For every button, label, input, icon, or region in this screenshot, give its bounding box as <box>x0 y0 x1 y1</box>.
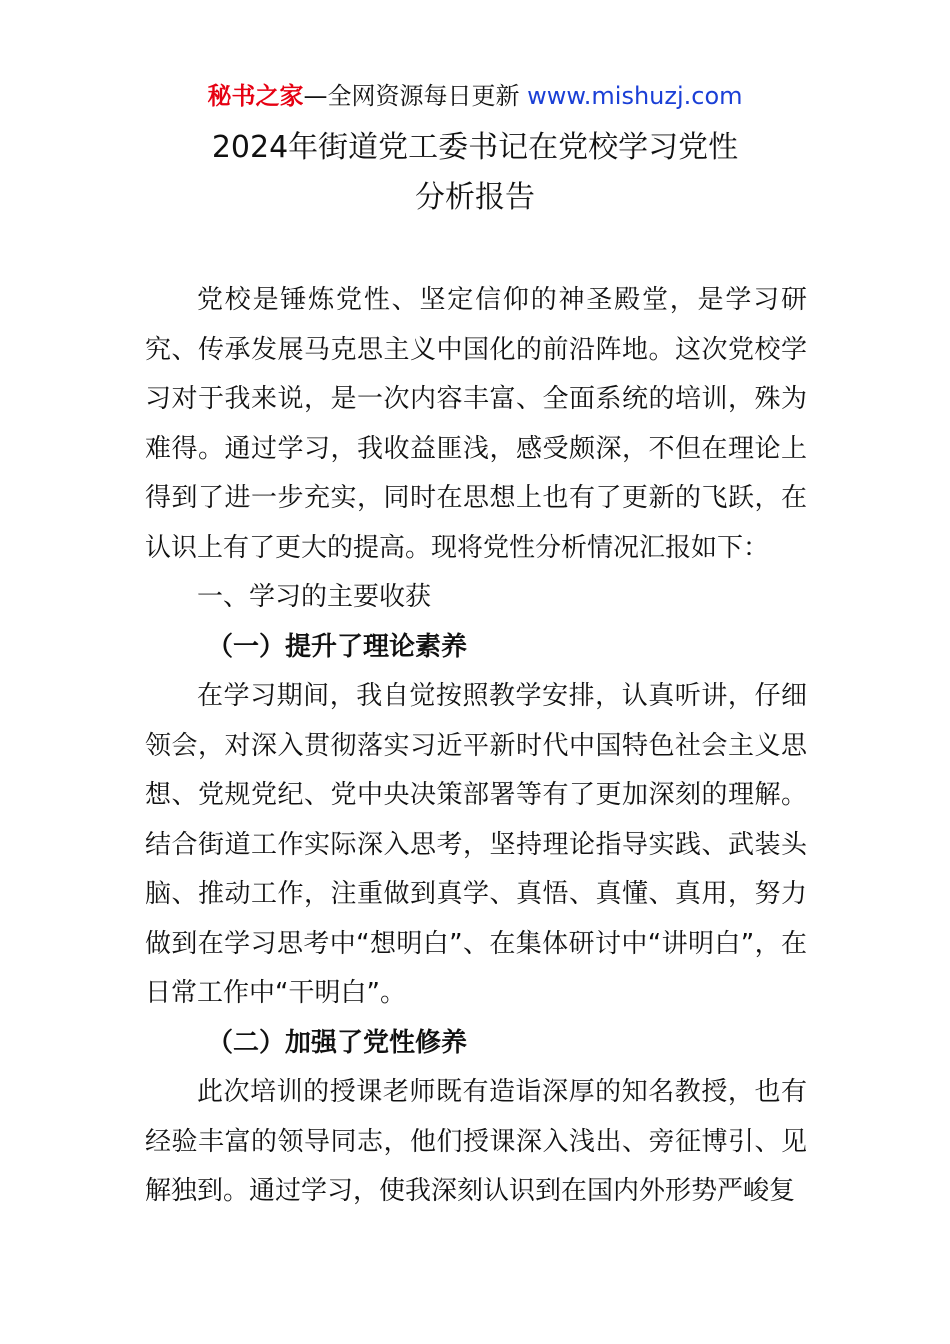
subsection-heading-1: （一）提升了理论素养 <box>207 631 468 662</box>
section-heading-1: 一、学习的主要收获 <box>197 582 432 612</box>
subsection-heading-2: （二）加强了党性修养 <box>207 1027 468 1058</box>
intro-paragraph: 党校是锤炼党性、坚定信仰的神圣殿堂，是学习研究、传承发展马克思主义中国化的前沿阵地。这次党校学习对于我来说，是一次内容丰富、全面系统的培训，殊为难得。通过学习，我收益匪浅，感受颇深，不但在理论上得到了进一步充实，同时在思想上也有了更新的飞跃，在认识上有了更大的提高。现将党性分析情况汇报如下： <box>145 285 807 563</box>
document-title-line-2: 分析报告 <box>415 180 535 215</box>
brand-name[interactable]: 秘书之家 <box>207 82 304 110</box>
header-slogan: —全网资源每日更新 <box>303 82 520 110</box>
site-header <box>0 80 950 112</box>
subsection-2-paragraph: 此次培训的授课老师既有造诣深厚的知名教授，也有经验丰富的领导同志，他们授课深入浅出、旁征博引、见解独到。通过学习，使我深刻认识到在国内外形势严峻复 <box>145 1077 807 1206</box>
subsection-1-paragraph: 在学习期间，我自觉按照教学安排，认真听讲，仔细领会，对深入贯彻落实习近平新时代中国特色社会主义思想、党规党纪、党中央决策部署等有了更加深刻的理解。结合街道工作实际深入思考，坚持理论指导实践、武装头脑、推动工作，注重做到真学、真悟、真懂、真用，努力做到在学习思考中“想明白”、在集体研讨中“讲明白”，在日常工作中“干明白”。 <box>145 681 807 1008</box>
document-body <box>145 276 807 1217</box>
site-url-link[interactable]: www.mishuzj.com <box>527 82 743 110</box>
document-title-line-1: 2024年街道党工委书记在党校学习党性 <box>211 130 739 165</box>
